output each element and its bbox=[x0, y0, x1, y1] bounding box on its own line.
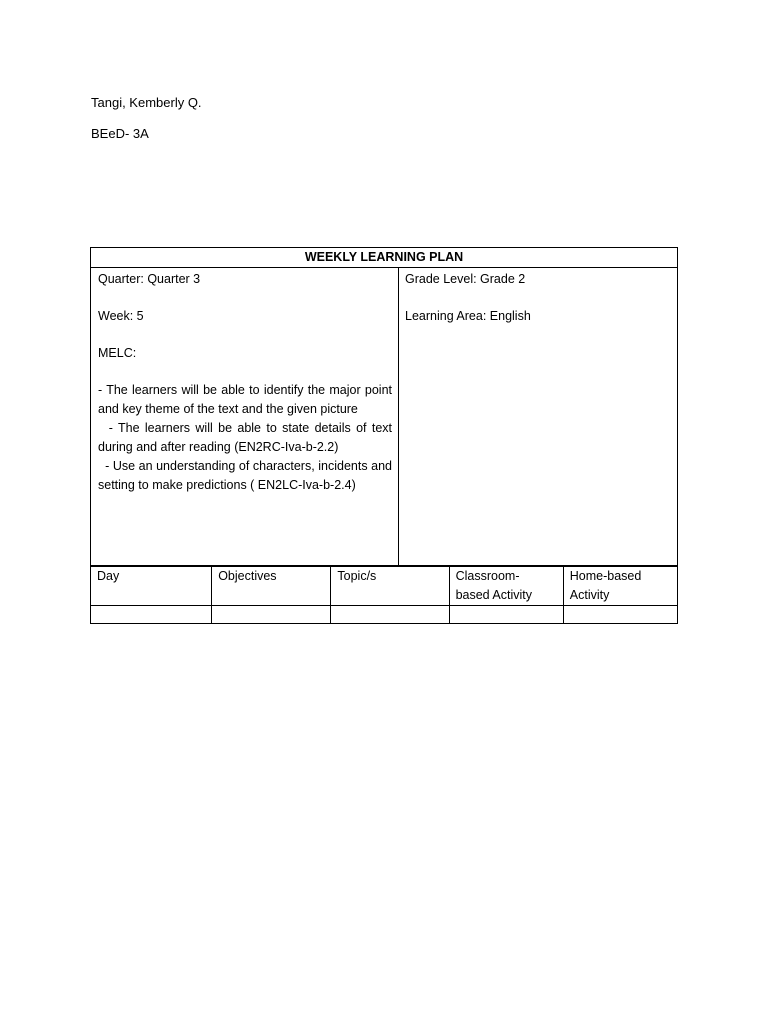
student-section: BEeD- 3A bbox=[91, 126, 149, 141]
column-header-objectives: Objectives bbox=[212, 566, 331, 606]
daily-schedule-table bbox=[90, 565, 678, 624]
week-field: Week: 5 bbox=[98, 309, 144, 323]
table-cell bbox=[331, 606, 449, 624]
grade-level-field: Grade Level: Grade 2 bbox=[405, 272, 526, 286]
learning-area-field: Learning Area: English bbox=[405, 309, 531, 323]
quarter-field: Quarter: Quarter 3 bbox=[98, 272, 201, 286]
melc-label: MELC: bbox=[98, 346, 137, 360]
table-cell bbox=[449, 606, 563, 624]
column-header-topics: Topic/s bbox=[331, 566, 449, 606]
table-row bbox=[91, 606, 678, 624]
student-name: Tangi, Kemberly Q. bbox=[91, 95, 202, 110]
weekly-learning-plan-table bbox=[90, 247, 678, 567]
plan-title: WEEKLY LEARNING PLAN bbox=[91, 248, 677, 268]
plan-body bbox=[91, 268, 677, 566]
melc-item: - The learners will be able to identify the major point and key theme of the text and the given picture bbox=[98, 383, 392, 416]
plan-left-column bbox=[91, 268, 399, 566]
melc-item: - The learners will be able to state details of text during and after reading (EN2RC-Iva-b-2.2) bbox=[98, 421, 396, 454]
column-header-classroom-activity: Classroom- based Activity bbox=[449, 566, 563, 606]
melc-item: - Use an understanding of characters, incidents and setting to make predictions ( EN2LC-Iva-b-2.4) bbox=[98, 459, 396, 492]
table-cell bbox=[212, 606, 331, 624]
table-header-row bbox=[91, 566, 678, 606]
column-header-home-activity: Home-based Activity bbox=[563, 566, 677, 606]
column-header-day: Day bbox=[91, 566, 212, 606]
plan-right-column bbox=[399, 268, 677, 566]
table-cell bbox=[563, 606, 677, 624]
table-cell bbox=[91, 606, 212, 624]
